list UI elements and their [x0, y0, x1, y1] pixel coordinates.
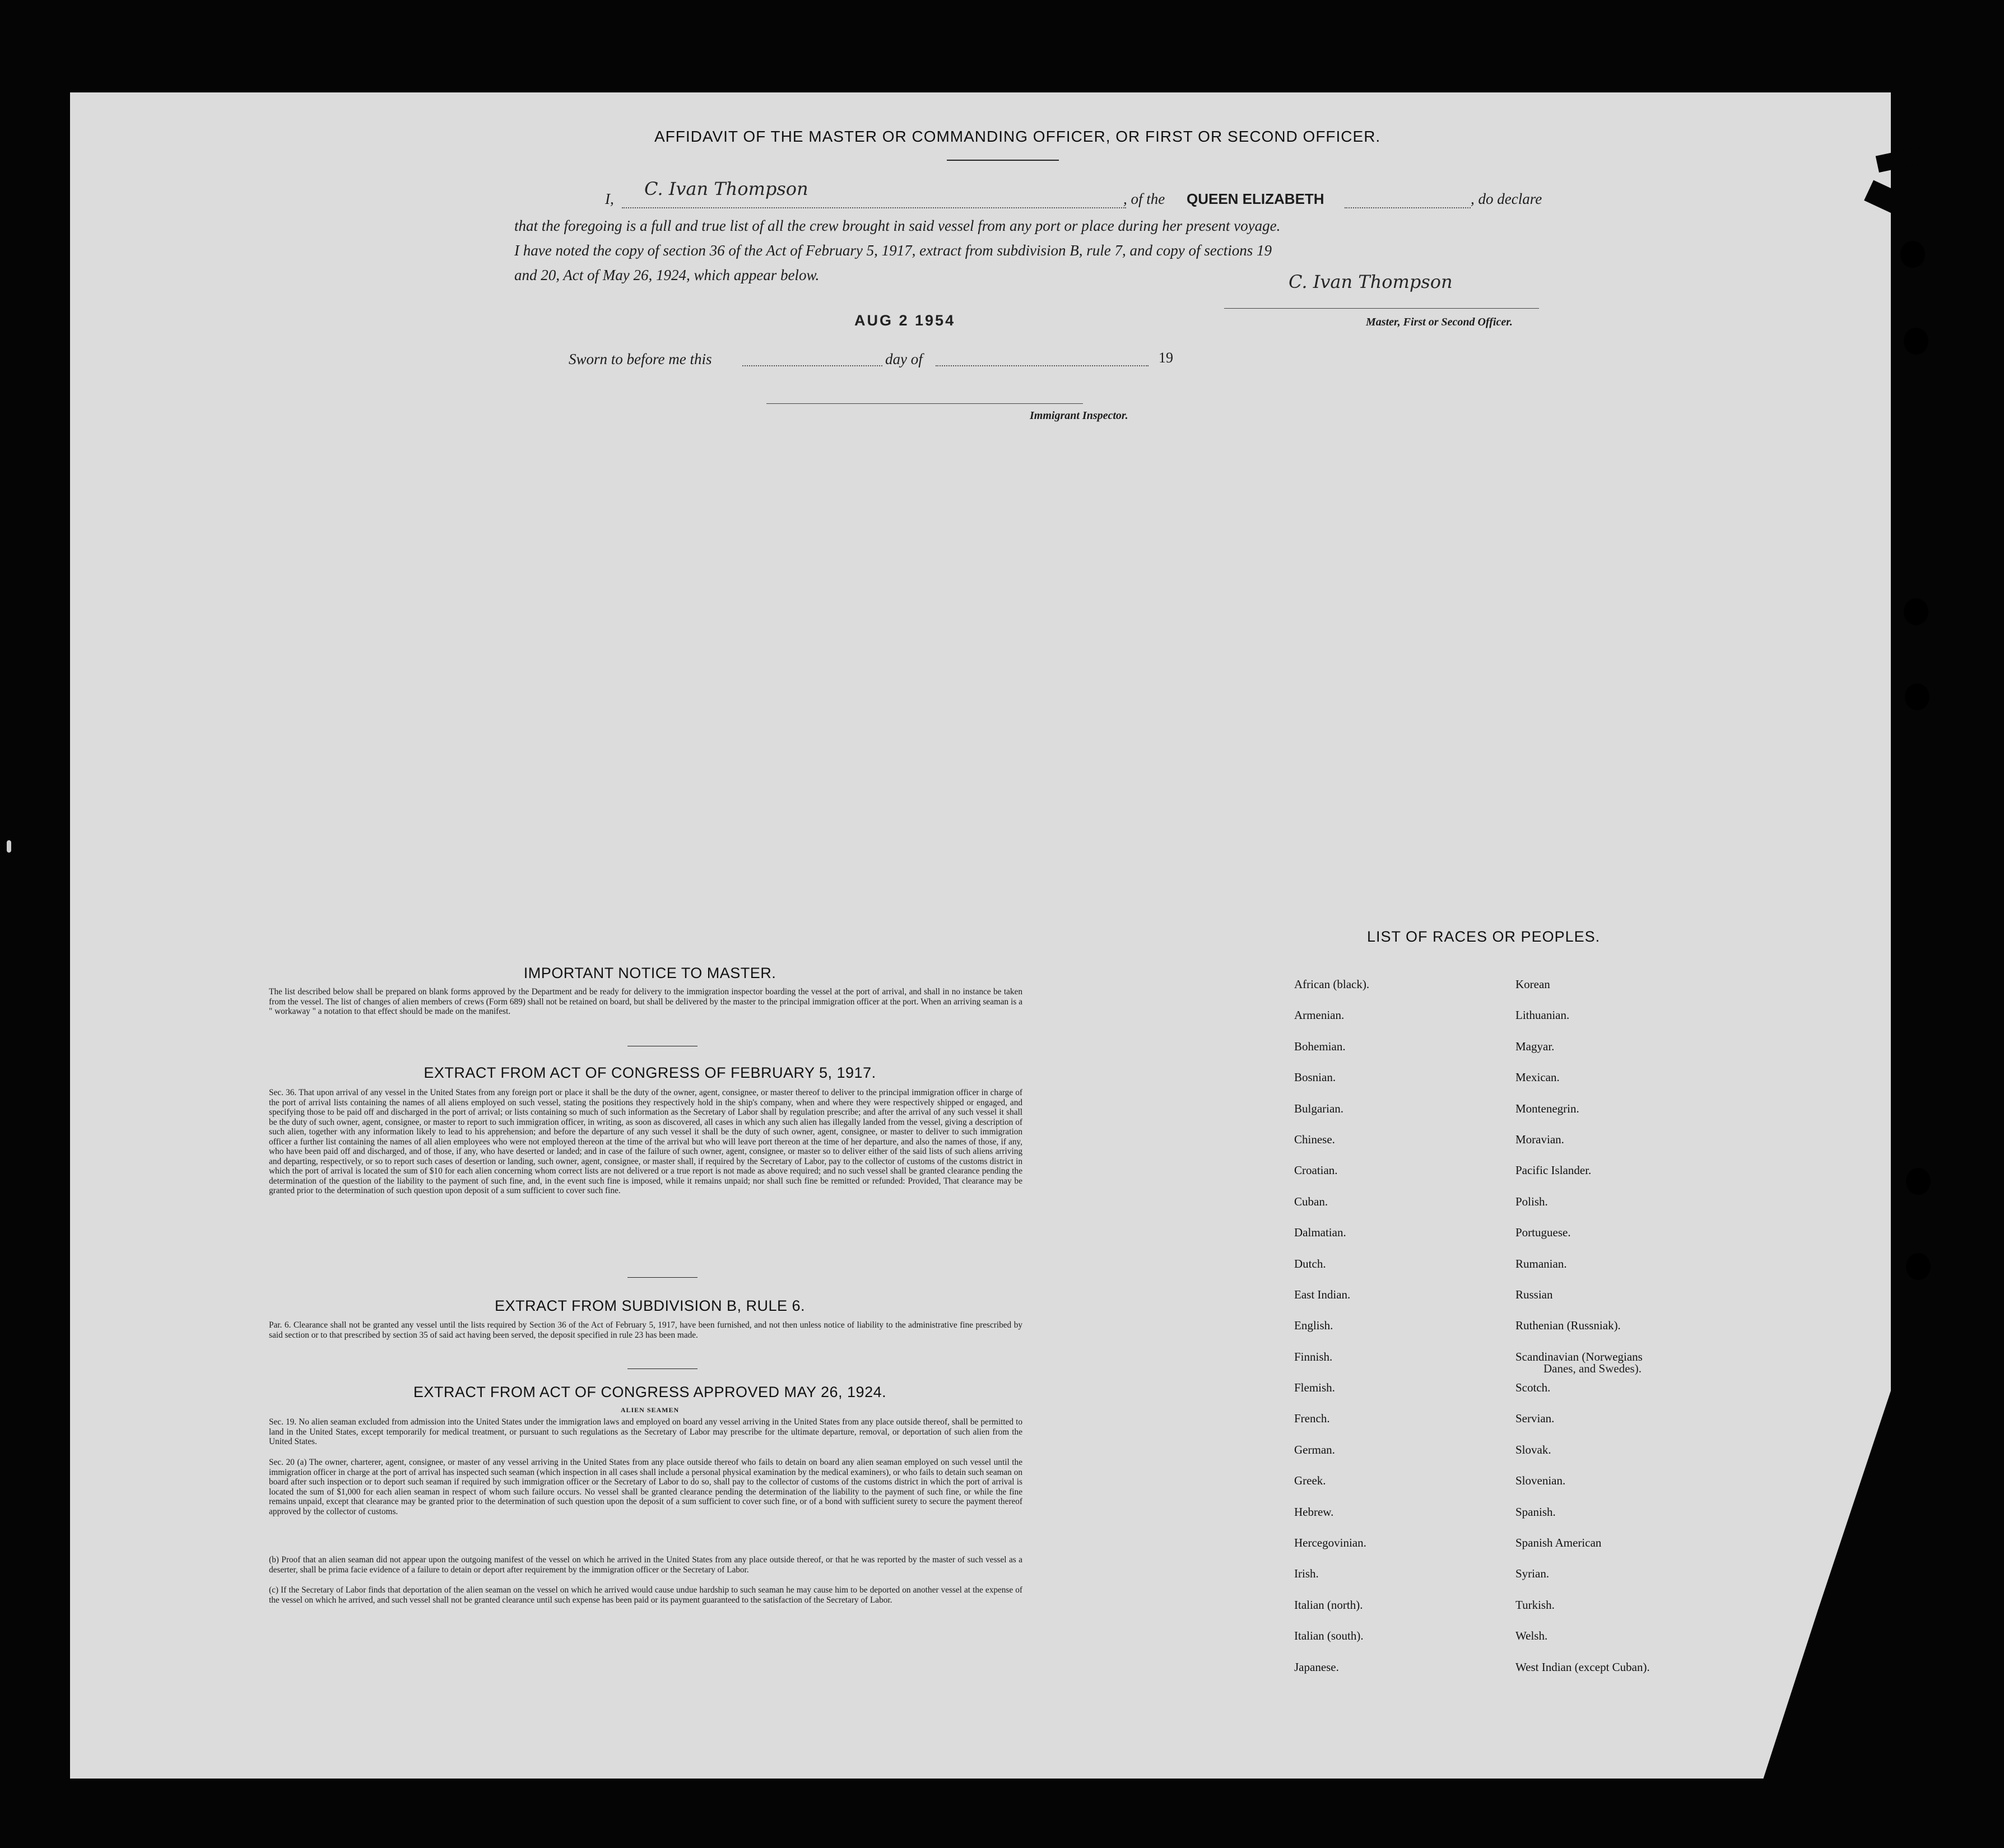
race-item: Croatian.: [1294, 1163, 1338, 1177]
sec-20b-text: (b) Proof that an alien seaman did not appear upon the outgoing manifest of the vessel on which he arrived in the United States from any place outside thereof, or that he was reported by the master of such vessel as a deserter, shall be prima facie evidence of a failure to detain or deport after requirement by the immigration officer or the Secretary of Labor.: [269, 1555, 1022, 1575]
race-item: West Indian (except Cuban).: [1515, 1660, 1650, 1674]
race-item: Portuguese.: [1515, 1226, 1571, 1240]
day-of-label: day of: [885, 351, 923, 367]
affidavit-line-4: and 20, Act of May 26, 1924, which appear below.: [514, 267, 820, 283]
race-item: Pacific Islander.: [1515, 1163, 1592, 1177]
race-item: Italian (north).: [1294, 1598, 1363, 1612]
race-item: Japanese.: [1294, 1660, 1339, 1674]
title-rule: [947, 160, 1059, 161]
declarant-i-label: I,: [605, 190, 614, 207]
sworn-day-line: [742, 364, 882, 366]
races-left-column: [1294, 977, 1369, 1691]
race-item: Spanish.: [1515, 1505, 1556, 1519]
races-right-column: [1515, 977, 1650, 1691]
race-item: Finnish.: [1294, 1349, 1333, 1363]
race-item: Syrian.: [1515, 1567, 1550, 1581]
subdivision-b-body: Par. 6. Clearance shall not be granted any vessel until the lists required by Section 36 of the Act of February 5, 1917, have been furnished, and not then unless notice of liability to the administrative fine prescribed by said section or to that prescribed by section 35 of said act having been served, the deposit specified in rule 23 has been made.: [269, 1320, 1022, 1340]
race-item: Cuban.: [1294, 1194, 1328, 1208]
notice-body: The list described below shall be prepared on blank forms approved by the Department and be ready for delivery to the immigration inspector boarding the vessel at the port of arrival, and shall in no instance be taken from the vessel. The list of changes of alien members of crews (Form 689) shall not be retained on board, but shall be delivered by the master to the principal immigration officer at the port. When an arriving seaman is a " workaway " a notation to that effect should be made on the manifest.: [269, 987, 1022, 1016]
section-rule: [627, 1368, 698, 1369]
scan-speck: [7, 840, 11, 853]
punch-hole: [1904, 328, 1928, 355]
race-item: Chinese.: [1294, 1132, 1335, 1146]
race-item: Magyar.: [1515, 1039, 1555, 1053]
race-item: Slovenian.: [1515, 1474, 1566, 1488]
extract-1924-title: EXTRACT FROM ACT OF CONGRESS APPROVED MAY 26, 1924.: [413, 1384, 887, 1400]
sworn-label: Sworn to before me this: [569, 351, 712, 367]
race-item: Italian (south).: [1294, 1629, 1364, 1643]
master-signature-line: [1224, 308, 1539, 309]
race-item: Armenian.: [1294, 1008, 1345, 1022]
vessel-name: QUEEN ELIZABETH: [1187, 190, 1324, 207]
declarant-name-line: [622, 206, 1126, 208]
affidavit-line-2: that the foregoing is a full and true list of all the crew brought in said vessel from any port or place during her present voyage.: [514, 217, 1281, 234]
race-item: Slovak.: [1515, 1442, 1551, 1456]
punch-hole: [1900, 241, 1925, 268]
race-item: Greek.: [1294, 1474, 1326, 1488]
race-item: Lithuanian.: [1515, 1008, 1570, 1022]
punch-hole: [1906, 1168, 1931, 1195]
race-item: Ruthenian (Russniak).: [1515, 1319, 1621, 1333]
race-item: Polish.: [1515, 1194, 1548, 1208]
race-item: Mexican.: [1515, 1070, 1560, 1084]
punch-hole: [1904, 598, 1928, 625]
inspector-caption: Immigrant Inspector.: [1030, 409, 1128, 422]
do-declare-label: , do declare: [1471, 190, 1542, 207]
extract-1917-title: EXTRACT FROM ACT OF CONGRESS OF FEBRUARY 5, 1917.: [424, 1064, 876, 1081]
sworn-month-line: [936, 364, 1149, 366]
punch-hole: [1906, 1253, 1931, 1280]
alien-seamen-subhead: ALIEN SEAMEN: [620, 1406, 680, 1414]
race-item: English.: [1294, 1319, 1333, 1333]
master-caption: Master, First or Second Officer.: [1366, 316, 1513, 328]
race-item: Flemish.: [1294, 1381, 1335, 1395]
race-item: Irish.: [1294, 1567, 1319, 1581]
date-stamp: AUG 2 1954: [854, 312, 956, 329]
sec-19-text: Sec. 19. No alien seaman excluded from admission into the United States under the immigration laws and employed on board any vessel arriving in the United States from any place outside thereof, shall be permitted to land in the United States, except temporarily for medical treatment, or pursuant to such regulations as the Secretary of Labor may prescribe for the ultimate departure, removal, or deportation of such alien from the United States.: [269, 1417, 1022, 1446]
punch-hole: [1905, 683, 1929, 710]
race-item: Turkish.: [1515, 1598, 1555, 1612]
vessel-name-line: [1345, 206, 1471, 208]
race-item: Welsh.: [1515, 1629, 1548, 1643]
race-item: Spanish American: [1515, 1536, 1602, 1550]
race-item: Hebrew.: [1294, 1505, 1334, 1519]
section-rule: [627, 1277, 698, 1278]
race-item: Montenegrin.: [1515, 1101, 1579, 1115]
race-item: East Indian.: [1294, 1287, 1351, 1301]
race-item: Bosnian.: [1294, 1070, 1336, 1084]
race-item: Scotch.: [1515, 1381, 1551, 1395]
race-item: Dalmatian.: [1294, 1226, 1346, 1240]
extract-1917-body: Sec. 36. That upon arrival of any vessel in the United States from any foreign port or place it shall be the duty of the owner, agent, consignee, or master thereof to deliver to the principal immigration officer in charge of the port of arrival lists containing the names of all aliens employed on such vessel, stating the positions they respectively hold in the ship's company, when and where they were respectively shipped or engaged, and specifying those to be paid off and discharged in the port of arrival; or lists containing so much of such information as the Secretary of Labor shall by regulation prescribe; and after the arrival of any such vessel it shall be the duty of such owner, agent, consignee, or master to report to such immigration officer, in writing, as soon as discovered, all cases in which any such alien has illegally landed from the vessel, giving a description of such alien, together with any information likely to lead to his apprehension; and before the departure of any such vessel it shall be the duty of such owner, agent, consignee, or master to deliver to such immigration officer a further list containing the names of all alien employees who were not employed thereon at the time of the arrival but who will leave port thereon at the time of her departure, and also the names of those, if any, who have been paid off and discharged, and of those, if any, who have deserted or landed; and in case of the failure of such owner, agent, consignee, or master so to deliver either of the said lists of such aliens arriving and departing, respectively, or so to report such cases of desertion or landing, such owner, agent, consignee, or master shall, if required by the Secretary of Labor, pay to the collector of customs of the customs district in which the port of arrival is located the sum of $10 for each alien concerning whom correct lists are not delivered or a true report is not made as above required; and no such vessel shall be granted clearance pending the determination of the question of the liability to the payment of such fine, and, in the event such fine is imposed, while it remains unpaid; nor shall such fine be remitted or refunded: Provided, That clearance may be granted prior to the determination of such question upon deposit of a sum sufficient to cover such fine.: [269, 1088, 1022, 1195]
race-item: Bulgarian.: [1294, 1101, 1344, 1115]
race-item: Dutch.: [1294, 1256, 1326, 1270]
race-item-continuation: Danes, and Swedes).: [1543, 1362, 1642, 1375]
race-item: Bohemian.: [1294, 1039, 1346, 1053]
year-prefix: 19: [1159, 350, 1173, 366]
race-item: German.: [1294, 1442, 1335, 1456]
race-item: Russian: [1515, 1287, 1553, 1301]
subdivision-b-title: EXTRACT FROM SUBDIVISION B, RULE 6.: [494, 1297, 806, 1314]
race-item: Servian.: [1515, 1412, 1555, 1426]
race-item: African (black).: [1294, 977, 1370, 991]
race-item: Rumanian.: [1515, 1256, 1567, 1270]
affidavit-line-3: I have noted the copy of section 36 of the Act of February 5, 1917, extract from subdivision B, rule 7, and copy of sections 19: [514, 242, 1272, 259]
declarant-signature: C. Ivan Thompson: [644, 178, 808, 199]
sec-20c-text: (c) If the Secretary of Labor finds that deportation of the alien seaman on the vessel on which he arrived would cause undue hardship to such seaman he may cause him to be deported on another vessel at the expense of the vessel on which he arrived, and such vessel shall not be granted clearance until such expense has been paid or its payment guaranteed to the satisfaction of the Secretary of Labor.: [269, 1585, 1022, 1605]
race-item: Scandinavian (Norwegians: [1515, 1349, 1643, 1363]
notice-title: IMPORTANT NOTICE TO MASTER.: [523, 965, 777, 981]
affidavit-title: AFFIDAVIT OF THE MASTER OR COMMANDING OFFICER, OR FIRST OR SECOND OFFICER.: [654, 128, 1381, 145]
master-signature: C. Ivan Thompson: [1289, 271, 1453, 292]
race-item: French.: [1294, 1412, 1330, 1426]
race-item: Hercegovinian.: [1294, 1536, 1366, 1550]
sec-20a-text: Sec. 20 (a) The owner, charterer, agent, consignee, or master of any vessel arriving in the United States from any place outside thereof who fails to detain on board any alien seaman employed on such vessel until the immigration officer in charge at the port of arrival has inspected such seaman (which inspection in all cases shall include a personal physical examination by the medical examiners), or who fails to detain such seaman on board after such inspection or to deport such seaman if required by such immigration officer or the Secretary of Labor to do so, shall pay to the collector of customs of the customs district in which the port of arrival is located the sum of $1,000 for each alien seaman in respect of whom such failure occurs. No vessel shall be granted clearance pending the determination of the liability to the payment of such fine, or while the fine remains unpaid, except that clearance may be granted prior to the determination of such question upon the deposit of a sum sufficient to cover such fine, or of a bond with sufficient surety to secure the payment thereof approved by the collector of customs.: [269, 1458, 1022, 1516]
of-the-label: , of the: [1123, 190, 1165, 207]
inspector-signature-line: [766, 403, 1083, 404]
race-item: Moravian.: [1515, 1132, 1564, 1146]
race-item: Korean: [1515, 977, 1550, 991]
races-title: LIST OF RACES OR PEOPLES.: [1367, 928, 1601, 945]
